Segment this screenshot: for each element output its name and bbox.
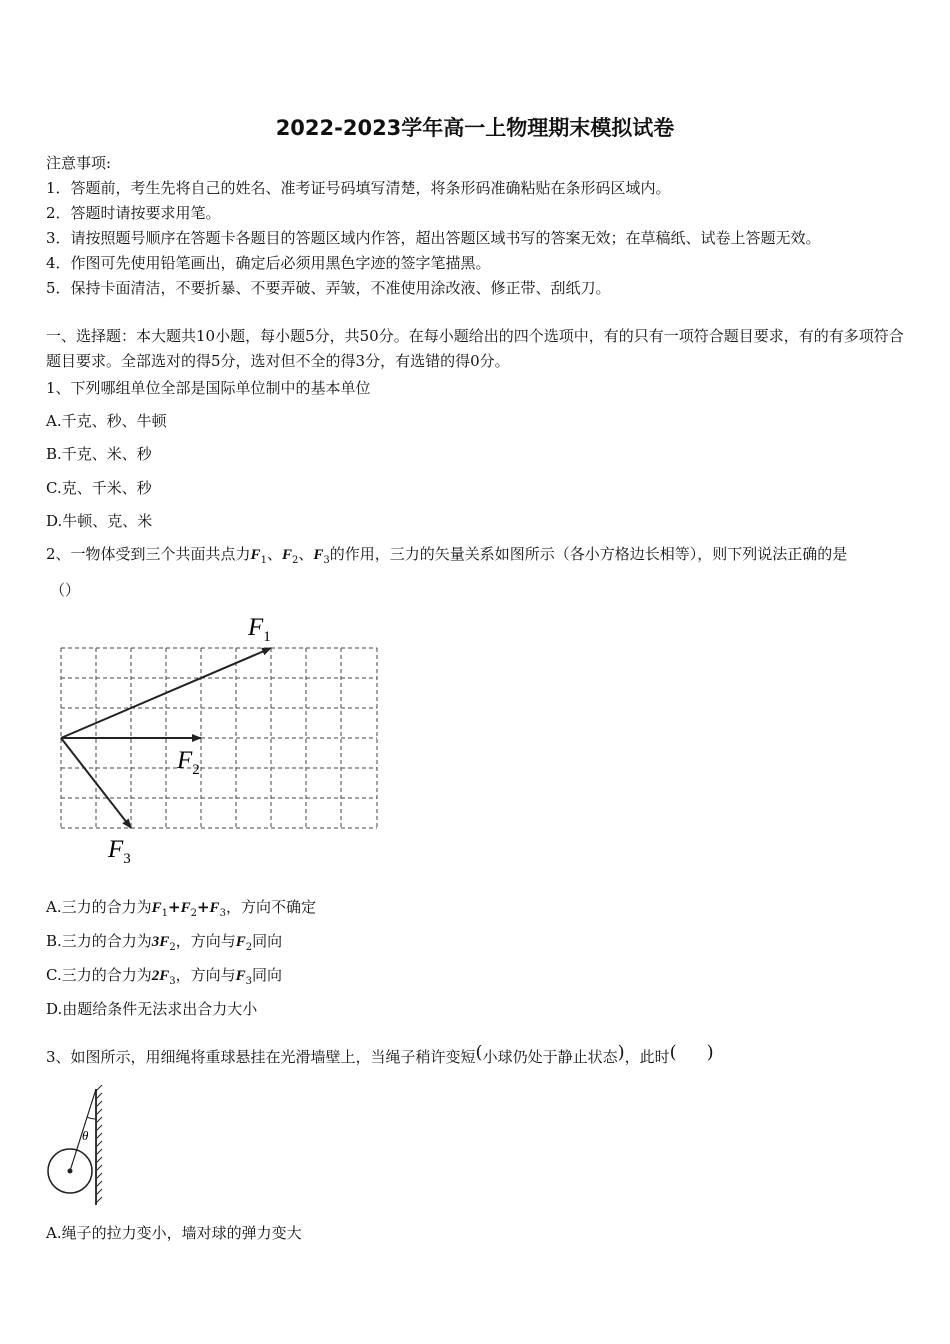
f3-arrow bbox=[61, 738, 131, 828]
theta-label: θ bbox=[82, 1128, 89, 1143]
notice-item-2: 2．答题时请按要求用笔。 bbox=[46, 204, 221, 222]
f1-arrow bbox=[61, 648, 271, 738]
notice-item-3: 3．请按照题号顺序在答题卡各题目的答题区域内作答，超出答题区域书写的答案无效；在草稿纸、试卷上答题无效。 bbox=[46, 229, 821, 247]
q3-ball-wall-diagram bbox=[40, 1085, 120, 1215]
f3-label: $F_3$ bbox=[108, 836, 131, 867]
q2-option-d: D.由题给条件无法求出合力大小 bbox=[46, 1000, 258, 1018]
wall-hatching bbox=[96, 1085, 102, 1203]
q1-option-d: D.牛顿、克、米 bbox=[46, 512, 153, 530]
section-intro: 一、选择题：本大题共10小题，每小题5分，共50分。在每小题给出的四个选项中，有的只有一项符合题目要求，有的有多项符合题目要求。全部选对的得5分，选对但不全的得3分，有选错的得0分。 bbox=[46, 327, 904, 370]
notice-item-5: 5．保持卡面清洁，不要折暴、不要弄破、弄皱，不准使用涂改液、修正带、刮纸刀。 bbox=[46, 279, 611, 297]
q2-option-c: C.三力的合力为$2F_3$，方向与$F_3$同向 bbox=[46, 966, 283, 987]
notice-item-1: 1．答题前，考生先将自己的姓名、准考证号码填写清楚，将条形码准确粘贴在条形码区域内。 bbox=[46, 179, 671, 197]
q3-option-a: A.绳子的拉力变小，墙对球的弹力变大 bbox=[46, 1224, 302, 1242]
f2-label: $F_2$ bbox=[177, 747, 200, 778]
ball-center bbox=[68, 1169, 73, 1174]
q3-stem: 3、如图所示，用细绳将重球悬挂在光滑墙壁上，当绳子稍许变短(小球仍处于静止状态)，此时( ) bbox=[46, 1042, 714, 1066]
notice-heading: 注意事项: bbox=[46, 154, 112, 172]
q2-stem: 2、一物体受到三个共面共点力$F_1$、$F_2$、$F_3$的作用，三力的矢量关系如图所示（各小方格边长相等），则下列说法正确的是 bbox=[46, 545, 848, 566]
angle-arc bbox=[87, 1117, 96, 1119]
q1-option-b: B.千克、米、秒 bbox=[46, 445, 152, 463]
notice-item-4: 4．作图可先使用铅笔画出，确定后必须用黑色字迹的签字笔描黑。 bbox=[46, 254, 491, 272]
q2-option-b: B.三力的合力为$3F_2$，方向与$F_2$同向 bbox=[46, 932, 283, 953]
q2-answer-blank: （） bbox=[50, 581, 81, 599]
page-title: 2022-2023学年高一上物理期末模拟试卷 bbox=[275, 116, 675, 140]
q1-stem: 1、下列哪组单位全部是国际单位制中的基本单位 bbox=[46, 379, 371, 397]
f1-label: $F_1$ bbox=[248, 614, 271, 645]
q1-option-a: A.千克、秒、牛顿 bbox=[46, 412, 167, 430]
q2-force-diagram bbox=[50, 610, 390, 870]
q2-option-a: A.三力的合力为$F_1+F_2+F_3$，方向不确定 bbox=[46, 898, 316, 919]
q1-option-c: C.克、千米、秒 bbox=[46, 479, 152, 497]
